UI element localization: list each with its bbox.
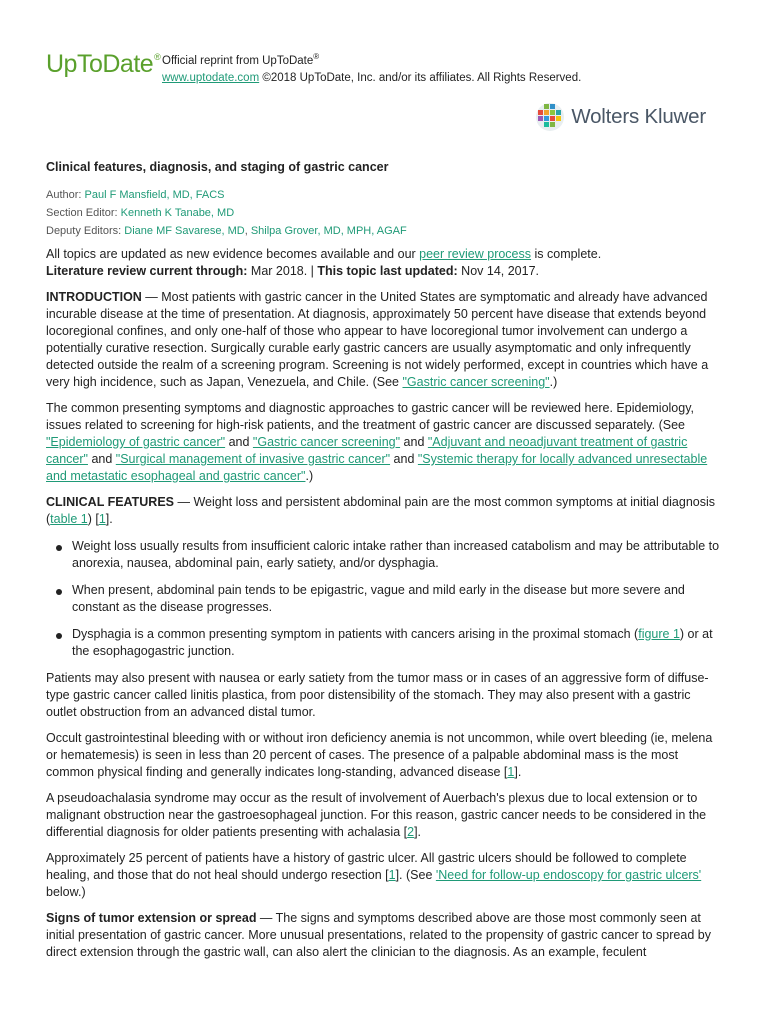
reprint-text: Official reprint from UpToDate xyxy=(162,54,314,67)
clinical-features-text: — Weight loss and persistent abdominal pain are the most common symptoms at initial diagnosis ( xyxy=(46,495,716,526)
ref-1-link[interactable]: 1 xyxy=(98,512,106,526)
logo-text: UpToDate xyxy=(46,50,154,78)
follow-up-endoscopy-link[interactable]: 'Need for follow-up endoscopy for gastric ulcers' xyxy=(435,868,702,882)
intro-paragraph xyxy=(46,289,722,391)
bleeding-end: ]. xyxy=(514,765,522,779)
article-body xyxy=(46,159,722,970)
reprint-notice xyxy=(162,48,581,87)
clinical-end: ]. xyxy=(105,512,113,526)
list-item xyxy=(72,626,722,660)
deputy-editor-2-link[interactable]: Shilpa Grover, MD, MPH, AGAF xyxy=(250,225,407,237)
list-item xyxy=(72,538,722,572)
tumor-spread-text: — The signs and symptoms described above are those most commonly seen at initial presentation of gastric cancer. More unusual presentations, related to the propensity of gastric cancer to spread by direct extension through the gastric wall, can also alert the clinician to the diagnosis. As an example, feculent xyxy=(46,911,711,959)
article-title: Clinical features, diagnosis, and staging of gastric cancer xyxy=(46,160,389,174)
overview-paragraph xyxy=(46,400,722,485)
clinical-features-heading: CLINICAL FEATURES xyxy=(46,495,175,509)
clinical-features-paragraph xyxy=(46,494,722,528)
deputy-editor-1-link[interactable]: Diane MF Savarese, MD xyxy=(124,225,245,237)
author-line xyxy=(46,186,722,204)
section-editor-label: Section Editor: xyxy=(46,207,118,219)
and-text-3: and xyxy=(87,452,116,466)
copyright-line xyxy=(162,70,581,87)
gastric-ulcer-text: Approximately 25 percent of patients have a history of gastric ulcer. All gastric ulcers should be followed to complete healing, and those that do not heal should undergo resection [ xyxy=(46,851,687,882)
publisher-name: Wolters Kluwer xyxy=(571,105,706,128)
gastric-ulcer-end: below.) xyxy=(46,885,86,899)
update-notice xyxy=(46,246,722,280)
reprint-header xyxy=(46,46,726,86)
clinical-mid: ) [ xyxy=(87,512,99,526)
uptodate-logo[interactable] xyxy=(46,50,160,79)
logo-registered-mark: ® xyxy=(154,52,161,62)
wolters-kluwer-globe-icon xyxy=(535,102,565,132)
uptodate-site-link[interactable]: www.uptodate.com xyxy=(162,71,260,84)
overview-text: The common presenting symptoms and diagnostic approaches to gastric cancer will be reviewed here. Epidemiology, issues related to screening for high-risk patients, and the treatment of gastric cancer are discussed separately. (See xyxy=(46,401,695,432)
ref-1-link[interactable]: 1 xyxy=(507,765,515,779)
update-end: is complete. xyxy=(531,247,602,261)
pseudoachalasia-text: A pseudoachalasia syndrome may occur as the result of involvement of Auerbach's plexus due to local extension or to malignant obstruction near the gastroesophageal junction. For this reason, gastric cancer needs to be considered in the differential diagnosis for older patients presenting with achalasia [ xyxy=(46,791,707,839)
author-link[interactable]: Paul F Mansfield, MD, FACS xyxy=(84,189,225,201)
lit-review-value: Mar 2018. | xyxy=(247,264,318,278)
overview-end: .) xyxy=(305,469,314,483)
ref-1-link[interactable]: 1 xyxy=(388,868,396,882)
list-item xyxy=(72,582,722,616)
deputy-editors-label: Deputy Editors: xyxy=(46,225,122,237)
and-text-1: and xyxy=(225,435,253,449)
reprint-registered-mark: ® xyxy=(313,52,320,61)
epidemiology-link[interactable]: "Epidemiology of gastric cancer" xyxy=(46,435,226,449)
dysphagia-end: ) or at the esophagogastric junction. xyxy=(72,627,713,658)
table-1-link[interactable]: table 1 xyxy=(50,512,88,526)
gastric-screening-link[interactable]: "Gastric cancer screening" xyxy=(402,375,550,389)
gastric-ulcer-mid: ]. (See xyxy=(395,868,436,882)
intro-end: .) xyxy=(549,375,558,389)
abdominal-pain-text: When present, abdominal pain tends to be epigastric, vague and mild early in the disease but more severe and constant as the disease progresses. xyxy=(72,583,685,614)
gastric-ulcer-paragraph xyxy=(46,850,722,901)
author-label: Author: xyxy=(46,189,82,201)
bullet-icon xyxy=(56,633,62,639)
tumor-spread-paragraph xyxy=(46,910,722,961)
update-text: All topics are updated as new evidence becomes available and our xyxy=(46,247,420,261)
last-updated-value: Nov 14, 2017. xyxy=(457,264,539,278)
bullet-icon xyxy=(56,545,62,551)
pseudoachalasia-end: ]. xyxy=(414,825,422,839)
bleeding-text: Occult gastrointestinal bleeding with or without iron deficiency anemia is not uncommon, while overt bleeding (ie, melena or hematemesis) is seen in less than 20 percent of cases. The presence of a palpable abdominal mass is the most common physical finding and generally indicates long-standing, advanced disease [ xyxy=(46,731,713,779)
intro-heading: INTRODUCTION xyxy=(46,290,142,304)
systemic-therapy-link[interactable]: "Systemic therapy for locally advanced unresectable and metastatic esophageal and gastric cancer" xyxy=(46,452,708,483)
weight-loss-text: Weight loss usually results from insufficient caloric intake rather than increased catabolism and may be attributable to anorexia, nausea, abdominal pain, early satiety, and/or dysphagia. xyxy=(72,539,720,570)
symptom-list xyxy=(46,538,722,660)
deputy-editors-line: Deputy Editors: Diane MF Savarese, MD, Shilpa Grover, MD, MPH, AGAF xyxy=(46,225,407,237)
nausea-paragraph: Patients may also present with nausea or early satiety from the tumor mass or in cases of an aggressive form of diffuse-type gastric cancer called linitis plastica, from poor distensibility of the stomach. They may also present with a gastric outlet obstruction from an advanced distal tumor. xyxy=(46,671,709,719)
pseudoachalasia-paragraph xyxy=(46,790,722,841)
intro-text: — Most patients with gastric cancer in the United States are symptomatic and already have advanced incurable disease at the time of presentation. At diagnosis, approximately 50 percent have disease that extends beyond locoregional confines, and only one-half of those who appear to have locoregional tumor involvement can undergo a potentially curative resection. Surgically curable early gastric cancers are usually asymptomatic and only infrequently detected outside the realm of a screening program. Screening is not widely performed, except in countries which have a very high incidence, such as Japan, Venezuela, and Chile. (See xyxy=(46,290,709,389)
peer-review-link[interactable]: peer review process xyxy=(419,247,532,261)
bleeding-paragraph xyxy=(46,730,722,781)
and-text-2: and xyxy=(400,435,428,449)
wolters-kluwer-logo xyxy=(535,102,706,132)
last-updated-label: This topic last updated: xyxy=(317,264,458,278)
and-text-4: and xyxy=(390,452,418,466)
lit-review-label: Literature review current through: xyxy=(46,264,248,278)
reprint-line xyxy=(162,48,581,70)
surgical-management-link[interactable]: "Surgical management of invasive gastric cancer" xyxy=(115,452,391,466)
figure-1-link[interactable]: figure 1 xyxy=(638,627,680,641)
dysphagia-text: Dysphagia is a common presenting symptom in patients with cancers arising in the proximal stomach ( xyxy=(72,627,639,641)
bullet-icon xyxy=(56,589,62,595)
adjuvant-treatment-link[interactable]: "Adjuvant and neoadjuvant treatment of gastric cancer" xyxy=(46,435,688,466)
screening-link-2[interactable]: "Gastric cancer screening" xyxy=(252,435,401,449)
copyright-text: ©2018 UpToDate, Inc. and/or its affiliates. All Rights Reserved. xyxy=(259,71,582,84)
tumor-spread-heading: Signs of tumor extension or spread xyxy=(46,911,257,925)
section-editor-line xyxy=(46,204,722,222)
section-editor-link[interactable]: Kenneth K Tanabe, MD xyxy=(120,207,235,219)
ref-2-link[interactable]: 2 xyxy=(407,825,415,839)
